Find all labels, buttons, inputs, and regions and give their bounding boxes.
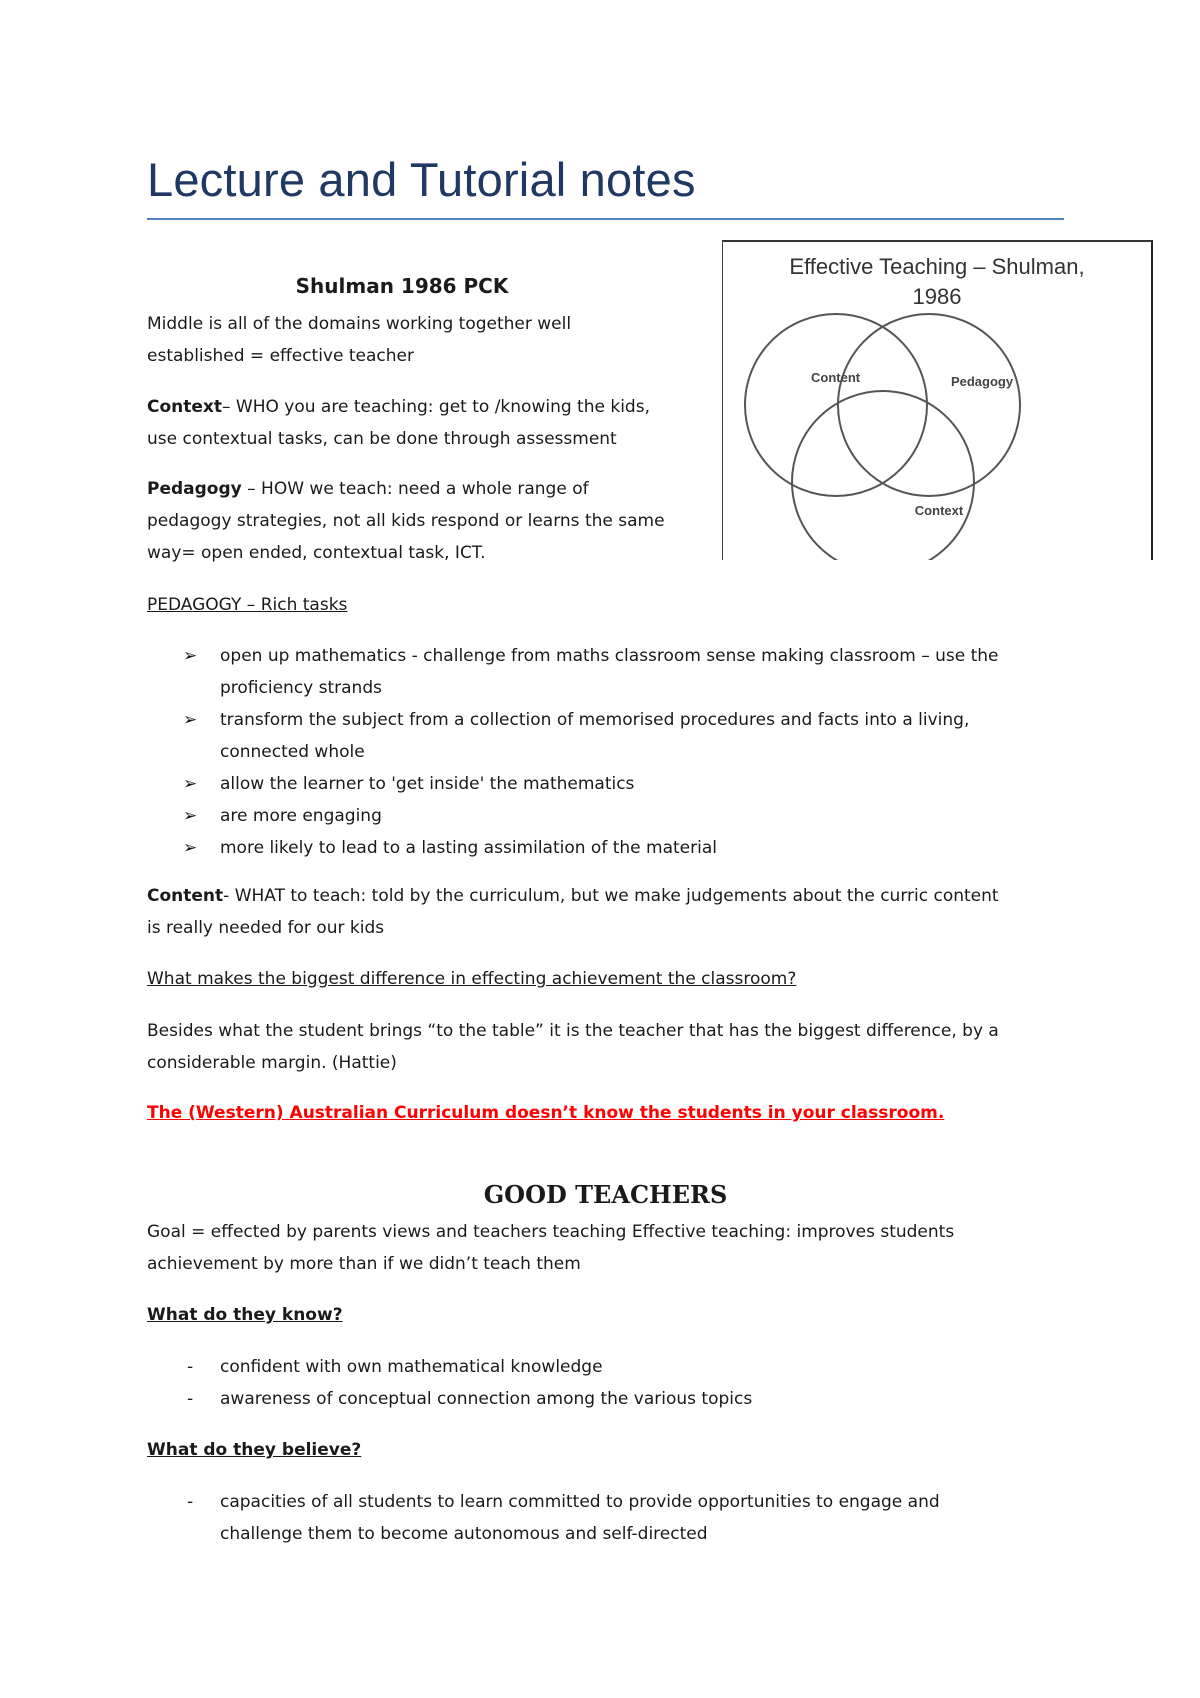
pedagogy-line1: – HOW we teach: need a whole range of [241, 479, 589, 499]
venn-diagram [723, 242, 1151, 560]
pedagogy-paragraph [147, 473, 717, 569]
title-underline [147, 218, 1064, 220]
goal-line1: Goal = effected by parents views and teachers teaching Effective teaching: improves students [147, 1222, 955, 1242]
good-teachers-heading: GOOD TEACHERS [483, 1180, 728, 1209]
shulman-intro [147, 308, 707, 372]
list-item [147, 1383, 1027, 1415]
figure-title-line1: Effective Teaching – Shulman, [789, 254, 1085, 279]
list-item [147, 640, 1047, 704]
list-item-line: more likely to lead to a lasting assimilation of the material [220, 838, 717, 858]
list-item [147, 1351, 1027, 1383]
list-item [147, 768, 1047, 800]
context-paragraph [147, 391, 707, 455]
know-list [147, 1351, 1027, 1415]
arrow-bullet-icon: ➢ [183, 806, 198, 826]
list-item [147, 1486, 1027, 1550]
answer-line1: Besides what the student brings “to the table” it is the teacher that has the biggest difference, by a [147, 1021, 999, 1041]
red-statement: The (Western) Australian Curriculum doesn’t know the students in your classroom. [147, 1103, 945, 1123]
list-item-line: allow the learner to 'get inside' the mathematics [220, 774, 635, 794]
know-heading: What do they know? [147, 1305, 343, 1325]
shulman-intro-line2: established = effective teacher [147, 346, 414, 366]
venn-label-content: Content [811, 370, 861, 385]
goal-paragraph [147, 1216, 1077, 1280]
list-item-text: awareness of conceptual connection among the various topics [220, 1389, 753, 1409]
shulman-heading: Shulman 1986 PCK [295, 274, 509, 298]
pedagogy-label: Pedagogy [147, 479, 242, 499]
arrow-bullet-icon: ➢ [183, 646, 198, 666]
venn-circle-pedagogy [838, 314, 1020, 496]
list-item-line: transform the subject from a collection of memorised procedures and facts into a living, [220, 710, 970, 730]
pedagogy-line2: pedagogy strategies, not all kids respond or learns the same [147, 511, 665, 531]
venn-label-pedagogy: Pedagogy [950, 374, 1014, 389]
venn-circle-context [792, 391, 974, 560]
arrow-bullet-icon: ➢ [183, 774, 198, 794]
list-item-line: connected whole [220, 742, 365, 762]
venn-figure [722, 240, 1153, 560]
context-line2: use contextual tasks, can be done through assessment [147, 429, 617, 449]
rich-tasks-list [147, 640, 1047, 864]
page-title: Lecture and Tutorial notes [147, 153, 696, 206]
answer-paragraph [147, 1015, 1087, 1079]
content-paragraph [147, 880, 1077, 944]
arrow-bullet-icon: ➢ [183, 838, 198, 858]
dash-bullet: - [187, 1492, 194, 1512]
question-heading: What makes the biggest difference in effecting achievement the classroom? [147, 969, 797, 989]
list-item-text: confident with own mathematical knowledge [220, 1357, 603, 1377]
content-line2: is really needed for our kids [147, 918, 385, 938]
list-item-line: capacities of all students to learn committed to provide opportunities to engage and [220, 1492, 940, 1512]
list-item [147, 704, 1047, 768]
venn-label-context: Context [914, 503, 964, 518]
believe-list [147, 1486, 1027, 1550]
context-line1: – WHO you are teaching: get to /knowing the kids, [222, 397, 650, 417]
dash-bullet: - [187, 1389, 194, 1409]
content-label: Content [147, 886, 224, 906]
shulman-intro-line1: Middle is all of the domains working together well [147, 314, 572, 334]
figure-title-line2: 1986 [912, 284, 962, 309]
rich-tasks-heading: PEDAGOGY – Rich tasks [147, 595, 348, 615]
list-item-line: open up mathematics - challenge from maths classroom sense making classroom – use the [220, 646, 999, 666]
list-item-line: challenge them to become autonomous and self-directed [220, 1524, 708, 1544]
answer-line2: considerable margin. (Hattie) [147, 1053, 397, 1073]
arrow-bullet-icon: ➢ [183, 710, 198, 730]
pedagogy-line3: way= open ended, contextual task, ICT. [147, 543, 486, 563]
list-item-line: are more engaging [220, 806, 382, 826]
content-line1: - WHAT to teach: told by the curriculum, but we make judgements about the curric content [223, 886, 999, 906]
context-label: Context [147, 397, 223, 417]
list-item-line: proficiency strands [220, 678, 382, 698]
dash-bullet: - [187, 1357, 194, 1377]
list-item [147, 800, 1047, 832]
list-item [147, 832, 1047, 864]
believe-heading: What do they believe? [147, 1440, 362, 1460]
goal-line2: achievement by more than if we didn’t teach them [147, 1254, 581, 1274]
